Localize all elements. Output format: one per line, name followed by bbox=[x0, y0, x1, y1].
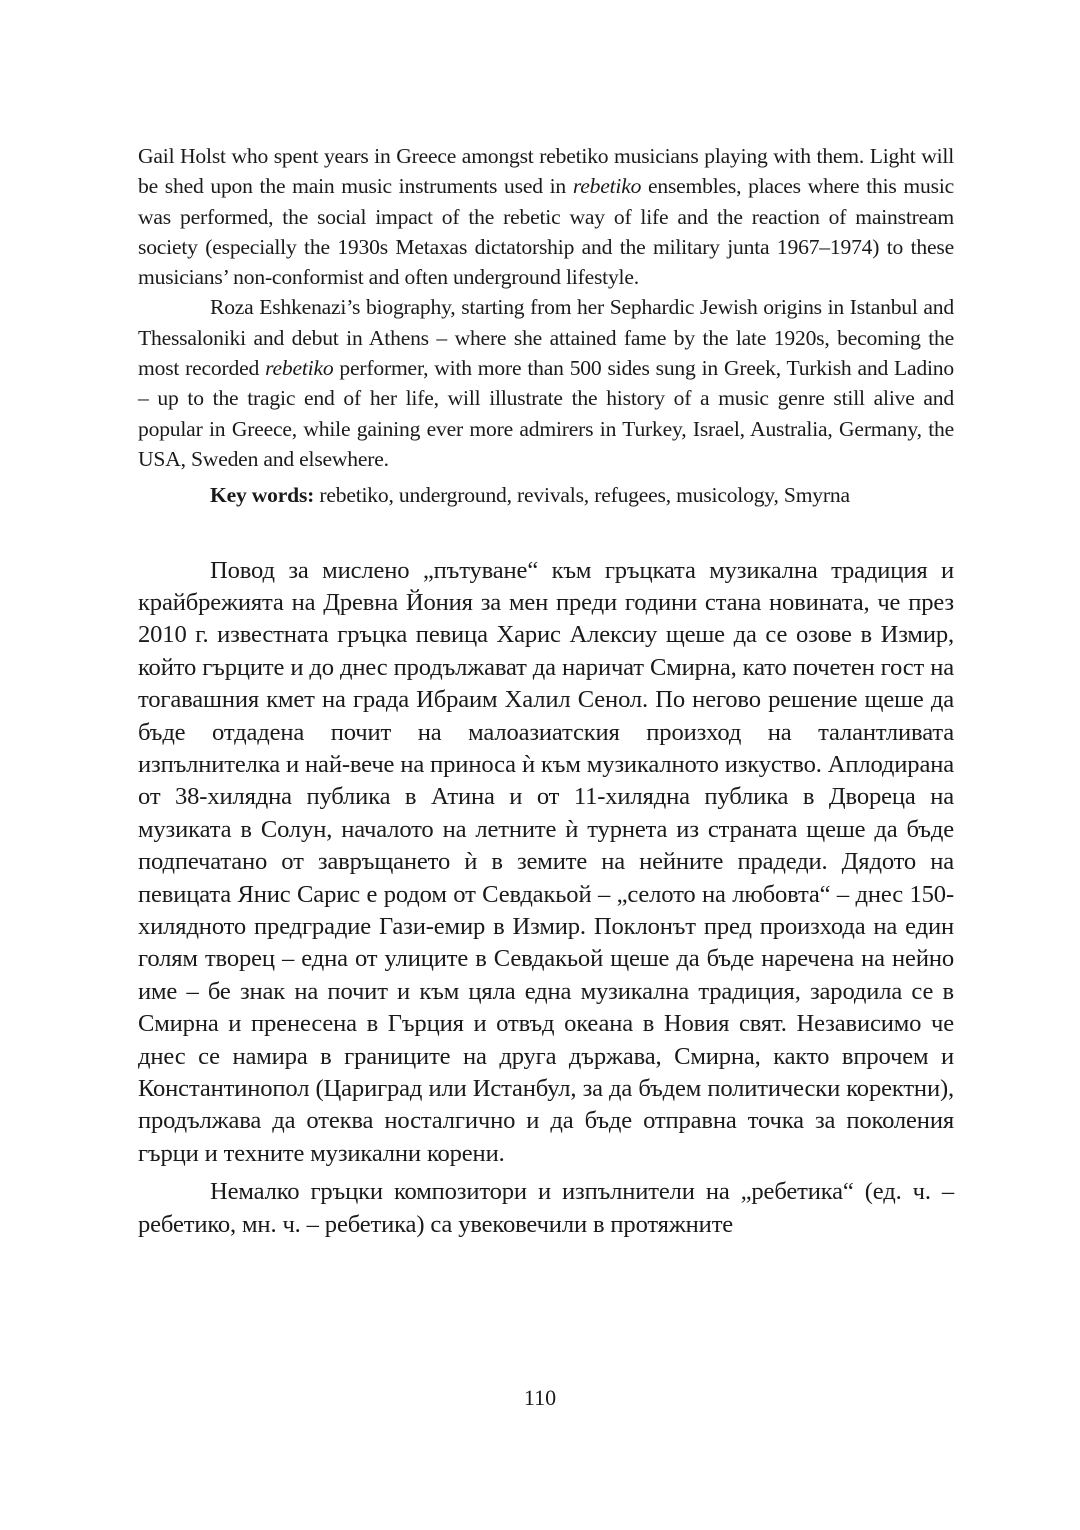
keywords-list: rebetiko, underground, revivals, refugees, musicology, Smyrna bbox=[314, 483, 850, 508]
body-text bbox=[138, 555, 954, 1242]
abstract-paragraph-1: Gail Holst who spent years in Greece amongst rebetiko musicians playing with them. Light will be shed upon the main music instruments used in rebetiko ensembles, places where this music was performed, the social impact of the rebetic way of life and the reaction of mainstream society (especially the 1930s Metaxas dictatorship and the military junta 1967–1974) to these musicians’ non-conformist and often underground lifestyle. bbox=[138, 144, 955, 290]
body-paragraph-1: Повод за мислено „пътуване“ към гръцката музикална традиция и крайбрежията на Древна Йония за мен преди години стана новината, че през 2010 г. известната гръцка певица Харис Алексиу щеше да се озове в Измир, който гърците и до днес продължават да наричат Смирна, като почетен гост на тогавашния кмет на града Ибраим Халил Сенол. По негово решение щеше да бъде отдадена почит на малоазиатския произход на талантливата изпълнителка и най-вече на приноса ѝ към музикалното изкуство. Аплодирана от 38-хилядна публика в Атина и от 11-хилядна публика в Двореца на музиката в Солун, началото на летните ѝ турнета из страната щеше да бъде подпечатано от завръщането ѝ в земите на нейните прадеди. Дядото на певицата Янис Сарис е родом от Севдакьой – „селото на любовта“ – днес 150-хилядното предградие Гази-емир в Измир. Поклонът пред произхода на един голям творец – една от улиците в Севдакьой щеше да бъде наречена на нейно име – бе знак на почит и към цяла една музикална традиция, зародила се в Смирна и пренесена в Гърция и отвъд океана в Новия свят. Независимо че днес се намира в границите на друга държава, Смирна, както впрочем и Константинопол (Цариград или Истанбул, за да бъдем политически коректни), продължава да отеква носталгично и да бъде отправна точка за поколения гърци и техните музикални корени. bbox=[138, 556, 954, 1167]
abstract-paragraph-2: Roza Eshkenazi’s biography, starting from her Sephardic Jewish origins in Istanbul and Thessaloniki and debut in Athens – where she attained fame by the late 1920s, becoming the most recorded rebetiko performer, with more than 500 sides sung in Greek, Turkish and Ladino – up to the tragic end of her life, will illustrate the history of a music genre still alive and popular in Greece, while gaining ever more admirers in Turkey, Israel, Australia, Germany, the USA, Sweden and elsewhere. bbox=[138, 295, 954, 471]
italic-term: rebetiko bbox=[572, 174, 642, 199]
italic-term: rebetiko bbox=[265, 356, 334, 381]
keywords-label: Key words: bbox=[210, 483, 315, 508]
body-paragraph-2: Немалко гръцки композитори и изпълнители на „ребетика“ (ед. ч. – ребетико, мн. ч. – ребетика) са увековечили в протяжните bbox=[138, 1178, 954, 1238]
page-number: 110 bbox=[523, 1385, 557, 1410]
abstract bbox=[138, 141, 954, 511]
keywords-line bbox=[138, 480, 954, 510]
page-content bbox=[138, 141, 954, 1241]
